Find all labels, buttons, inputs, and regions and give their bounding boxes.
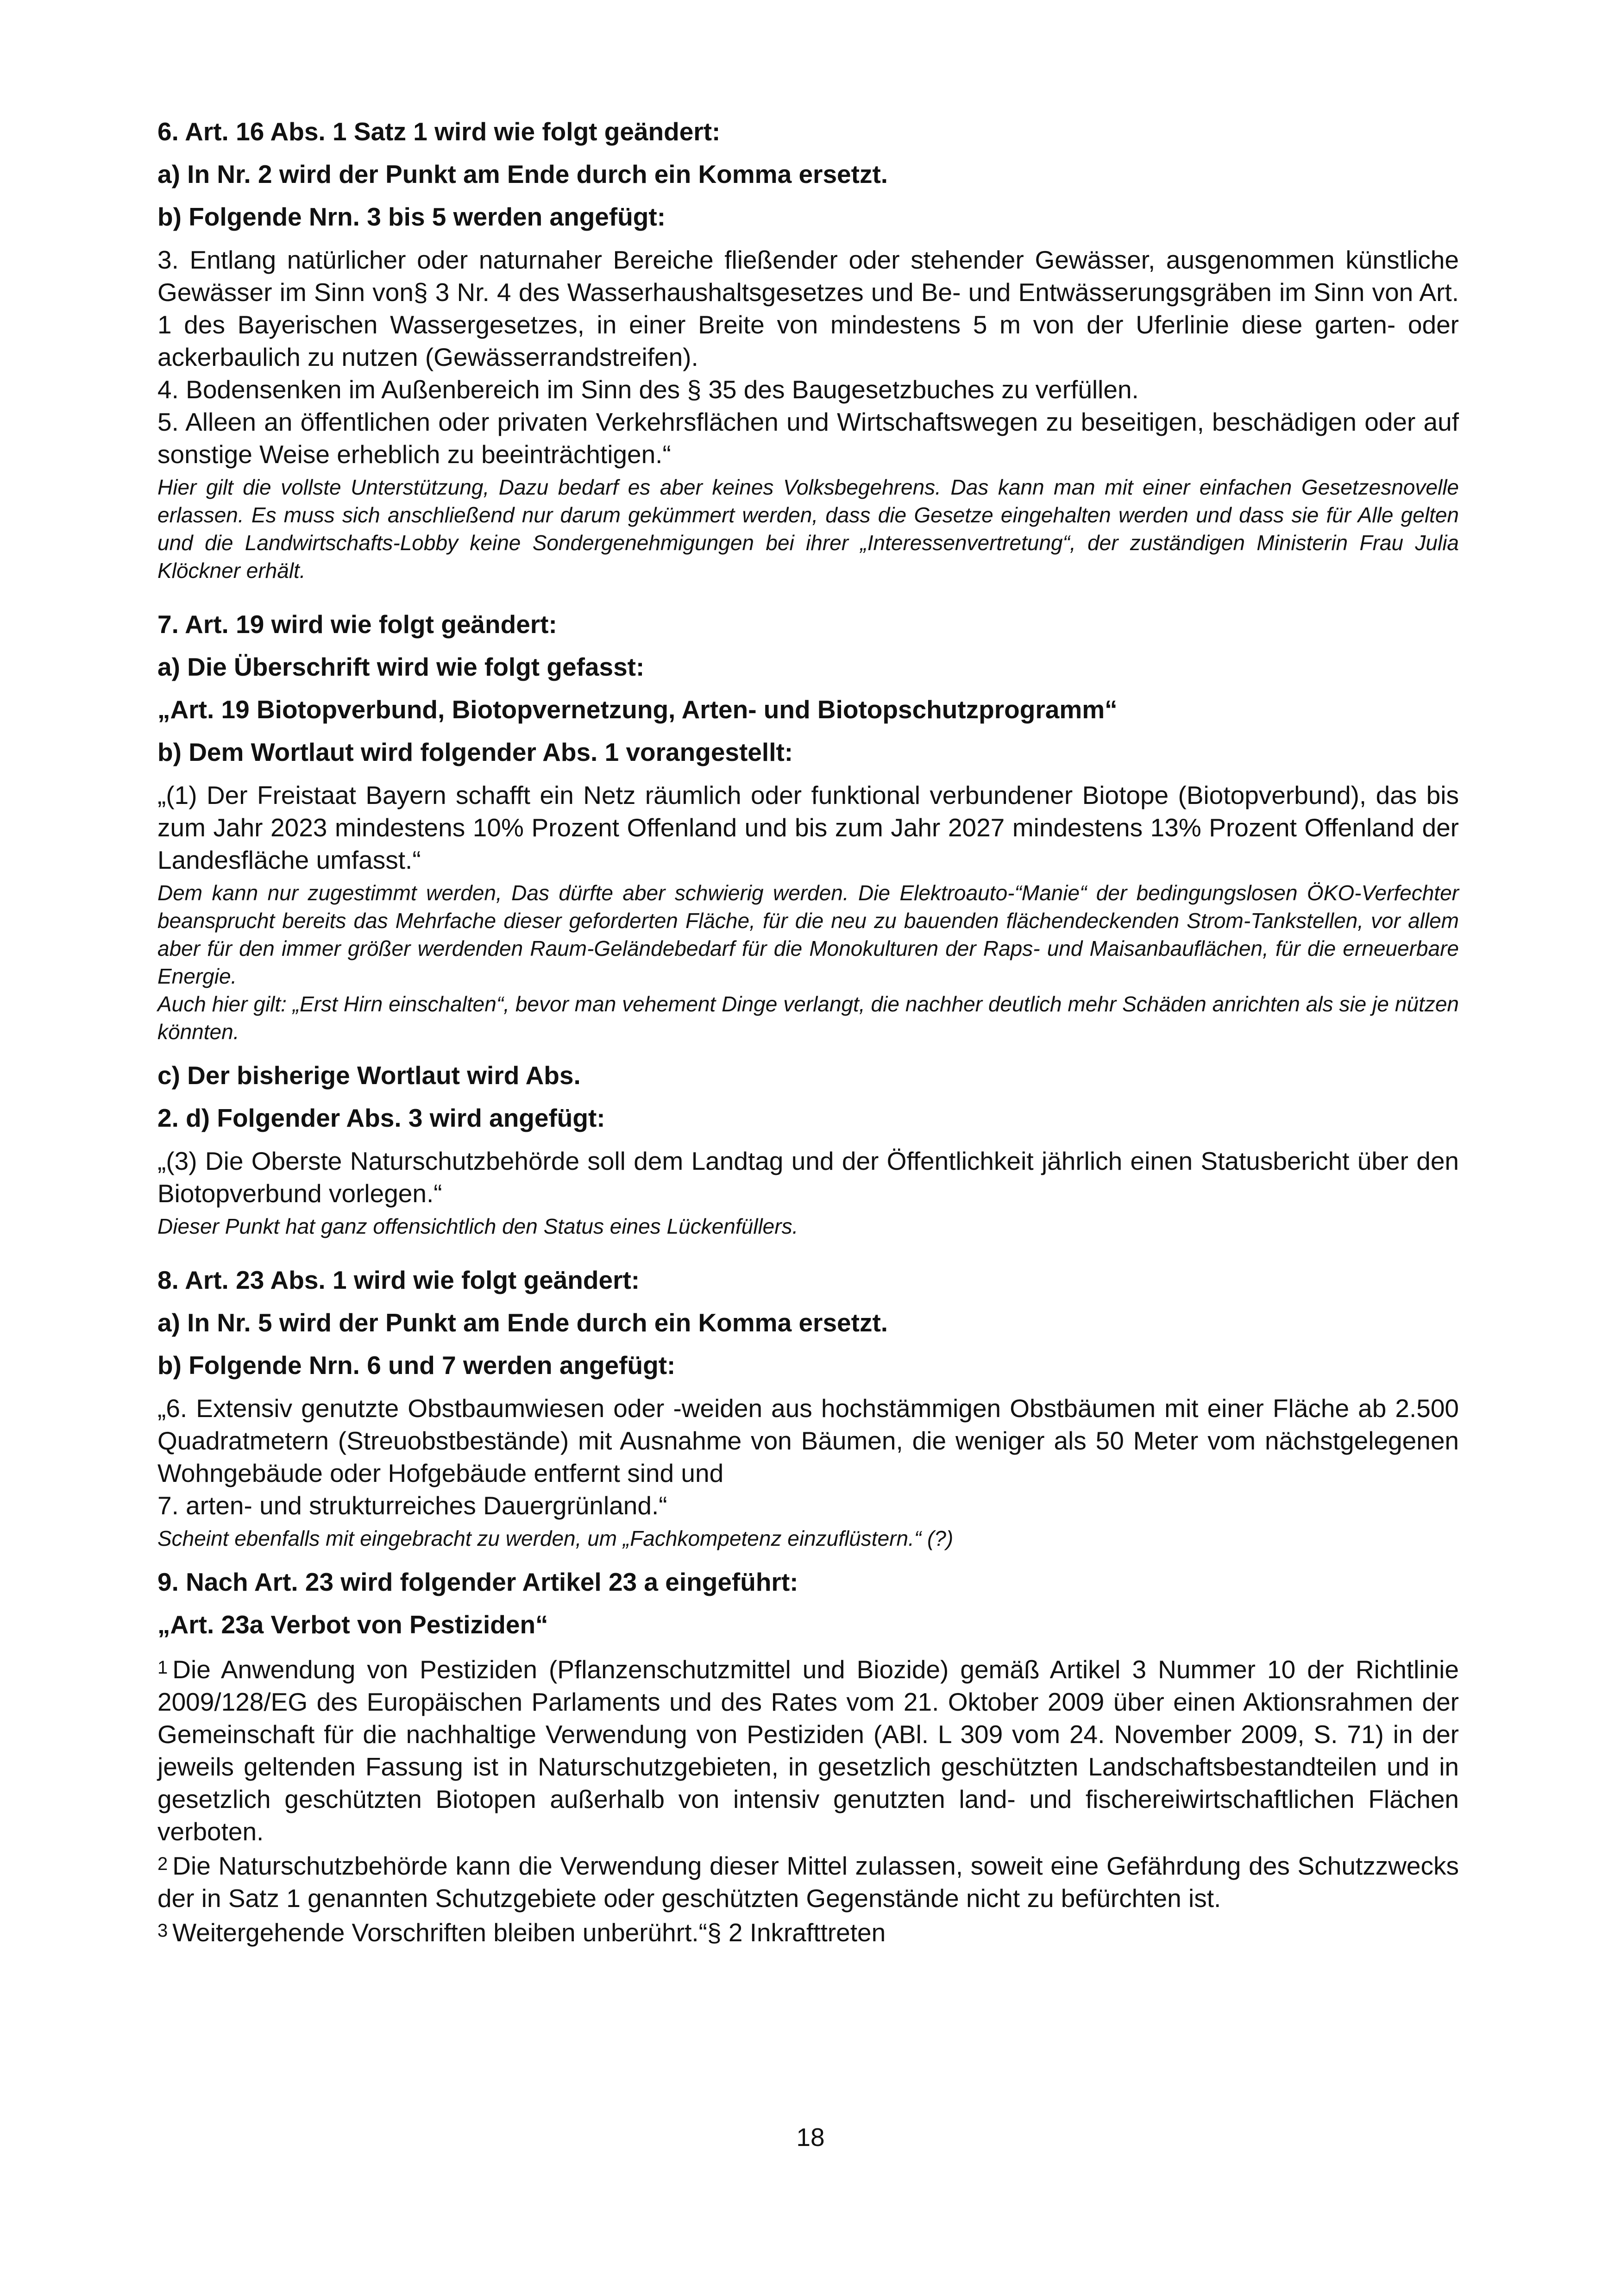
sentence-2-text: Die Naturschutzbehörde kann die Verwendung dieser Mittel zulassen, soweit eine Gefährdung des Schutzzwecks der in Satz 1 genannten Schutzgebiete oder geschützten Gegenstände nicht zu befürchten ist. — [157, 1851, 1459, 1913]
section-8-commentary: Scheint ebenfalls mit eingebracht zu werden, um „Fachkompetenz einzuflüstern.“ (?) — [157, 1526, 954, 1550]
section-7-commentary-2: Auch hier gilt: „Erst Hirn einschalten“, bevor man vehement Dinge verlangt, die nachher deutlich mehr Schäden anrichten als sie je nützen könnten. — [157, 992, 1459, 1044]
section-7-commentary-1: Dem kann nur zugestimmt werden, Das dürfte aber schwierig werden. Die Elektroauto-“Manie“ der bedingungslosen ÖKO-Verfechter beansprucht bereits das Mehrfache dieser geforderten Fläche, für die neu zu bauenden flächendeckenden Strom-Tankstellen, vor allem aber für den immer größer werdenden Raum-Geländebedarf für die Monokulturen der Raps- und Maisanbauflächen, für die erneuerbare Energie. — [157, 881, 1459, 988]
page-content — [157, 116, 1459, 1949]
section-7-paragraph-1: „(1) Der Freistaat Bayern schafft ein Netz räumlich oder funktional verbundener Biotope (Biotopverbund), das bis zum Jahr 2023 mindestens 10% Prozent Offenland und bis zum Jahr 2027 mindestens 13% Prozent Offenland der Landesfläche umfasst.“ — [157, 781, 1459, 874]
section-9-sentence-3 — [157, 1914, 1459, 1949]
section-7-item-b: b) Dem Wortlaut wird folgender Abs. 1 vorangestellt: — [157, 738, 793, 766]
section-8-paragraph-6: „6. Extensiv genutzte Obstbaumwiesen oder -weiden aus hochstämmigen Obstbäumen mit einer Fläche ab 2.500 Quadratmetern (Streuobstbestände) mit Ausnahme von Bäumen, die weniger als 50 Meter vom nächstgelegenen Wohngebäude oder Hofgebäude entfernt sind und — [157, 1394, 1459, 1487]
sentence-number-2: 2 — [157, 1854, 168, 1874]
section-6-item-a: a) In Nr. 2 wird der Punkt am Ende durch ein Komma ersetzt. — [157, 160, 888, 188]
section-8-heading: 8. Art. 23 Abs. 1 wird wie folgt geändert: — [157, 1266, 640, 1294]
section-8-paragraph-7: 7. arten- und strukturreiches Dauergrünland.“ — [157, 1491, 667, 1520]
section-9-sentence-1 — [157, 1651, 1459, 1848]
section-6-paragraph-5: 5. Alleen an öffentlichen oder privaten Verkehrsflächen und Wirtschaftswegen zu beseitigen, beschädigen oder auf sonstige Weise erheblich zu beeinträchtigen.“ — [157, 408, 1459, 469]
sentence-number-3: 3 — [157, 1920, 168, 1941]
section-7-item-c: c) Der bisherige Wortlaut wird Abs. — [157, 1061, 581, 1090]
section-7-item-d: 2. d) Folgender Abs. 3 wird angefügt: — [157, 1104, 605, 1132]
section-7-item-a: a) Die Überschrift wird wie folgt gefasst: — [157, 652, 645, 681]
section-9-article-title: „Art. 23a Verbot von Pestiziden“ — [157, 1610, 548, 1639]
sentence-3-text: Weitergehende Vorschriften bleiben unberührt.“§ 2 Inkrafttreten — [172, 1918, 886, 1947]
section-8-item-b: b) Folgende Nrn. 6 und 7 werden angefügt: — [157, 1351, 676, 1380]
section-9-sentence-2 — [157, 1848, 1459, 1914]
sentence-1-text: Die Anwendung von Pestiziden (Pflanzenschutzmittel und Biozide) gemäß Artikel 3 Nummer 10 der Richtlinie 2009/128/EG des Europäischen Parlaments und des Rates vom 21. Oktober 2009 über einen Aktionsrahmen der Gemeinschaft für die nachhaltige Verwendung von Pestiziden (ABl. L 309 vom 24. November 2009, S. 71) in der jeweils geltenden Fassung ist in Naturschutzgebieten, in gesetzlich geschützten Landschaftsbestandteilen und in gesetzlich geschützten Biotopen außerhalb von intensiv genutzten land- und fischereiwirtschaftlichen Flächen verboten. — [157, 1655, 1459, 1846]
section-7-new-title: „Art. 19 Biotopverbund, Biotopvernetzung, Arten- und Biotopschutzprogramm“ — [157, 695, 1118, 724]
section-6-paragraph-4: 4. Bodensenken im Außenbereich im Sinn des § 35 des Baugesetzbuches zu verfüllen. — [157, 375, 1139, 404]
section-6-item-b: b) Folgende Nrn. 3 bis 5 werden angefügt: — [157, 202, 666, 231]
section-6-commentary: Hier gilt die vollste Unterstützung, Dazu bedarf es aber keines Volksbegehrens. Das kann man mit einer einfachen Gesetzesnovelle erlassen. Es muss sich anschließend nur darum gekümmert werden, dass die Gesetze eingehalten werden und dass sie für Alle gelten und die Landwirtschafts-Lobby keine Sondergenehmigungen bei ihrer „Interessenvertretung“, der zuständigen Ministerin Frau Julia Klöckner erhält. — [157, 475, 1459, 583]
page-number: 18 — [796, 2123, 825, 2152]
section-6-paragraph-3: 3. Entlang natürlicher oder naturnaher Bereiche fließender oder stehender Gewässer, ausgenommen künstliche Gewässer im Sinn von§ 3 Nr. 4 des Wasserhaushaltsgesetzes und Be- und Entwässerungsgräben im Sinn von Art. 1 des Bayerischen Wassergesetzes, in einer Breite von mindestens 5 m von der Uferlinie diese garten- oder ackerbaulich zu nutzen (Gewässerrandstreifen). — [157, 245, 1459, 371]
section-7-paragraph-3: „(3) Die Oberste Naturschutzbehörde soll dem Landtag und der Öffentlichkeit jährlich einen Statusbericht über den Biotopverbund vorlegen.“ — [157, 1147, 1459, 1208]
sentence-number-1: 1 — [157, 1657, 168, 1678]
section-8-item-a: a) In Nr. 5 wird der Punkt am Ende durch ein Komma ersetzt. — [157, 1308, 888, 1337]
section-9-heading: 9. Nach Art. 23 wird folgender Artikel 23 a eingeführt: — [157, 1568, 798, 1596]
section-7-commentary-3: Dieser Punkt hat ganz offensichtlich den Status eines Lückenfüllers. — [157, 1214, 798, 1238]
section-7-heading: 7. Art. 19 wird wie folgt geändert: — [157, 610, 557, 639]
section-6-heading: 6. Art. 16 Abs. 1 Satz 1 wird wie folgt geändert: — [157, 117, 721, 146]
